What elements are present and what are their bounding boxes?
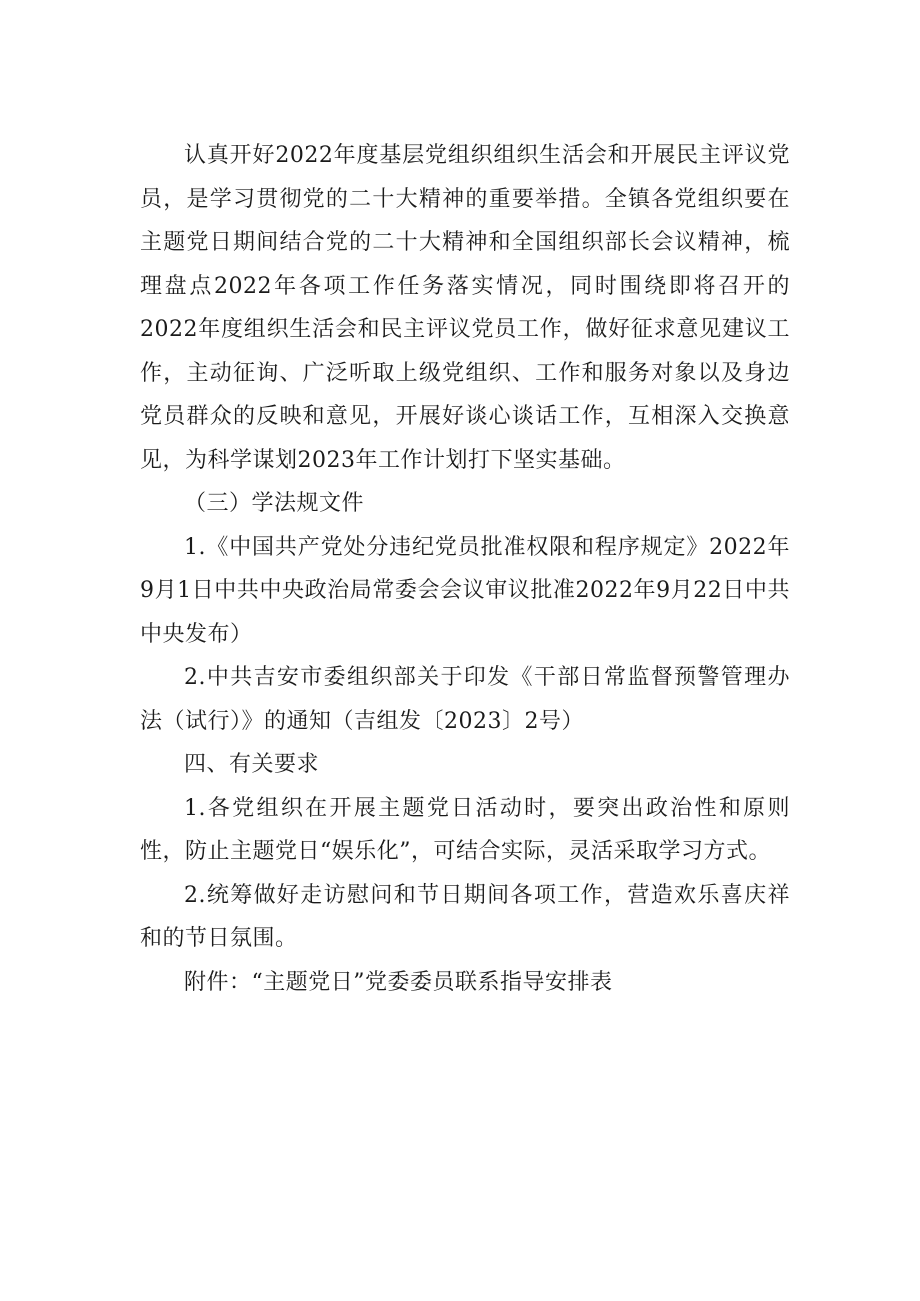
document-body <box>140 134 790 1004</box>
list-item-regulation-1: 1.《中国共产党处分违纪党员批准权限和程序规定》2022年9月1日中共中央政治局常委会会议审议批准2022年9月22日中共中央发布） <box>140 534 790 647</box>
list-item-requirement-1: 1.各党组织在开展主题党日活动时，要突出政治性和原则性，防止主题党日“娱乐化”，可结合实际，灵活采取学习方式。 <box>140 795 790 864</box>
section-heading-study-regulations: （三）学法规文件 <box>184 491 365 516</box>
attachment-line: 附件：“主题党日”党委委员联系指导安排表 <box>184 969 613 995</box>
section-heading-requirements: 四、有关要求 <box>184 752 320 777</box>
paragraph-organization-life-meeting: 认真开好2022年度基层党组织组织生活会和开展民主评议党员，是学习贯彻党的二十大精神的重要举措。全镇各党组织要在主题党日期间结合党的二十大精神和全国组织部长会议精神，梳理盘点2022年各项工作任务落实情况，同时围绕即将召开的2022年度组织生活会和民主评议党员工作，做好征求意见建议工作，主动征询、广泛听取上级党组织、工作和服务对象以及身边党员群众的反映和意见，开展好谈心谈话工作，互相深入交换意见，为科学谋划2023年工作计划打下坚实基础。 <box>140 143 790 473</box>
list-item-regulation-2: 2.中共吉安市委组织部关于印发《干部日常监督预警管理办法（试行）》的通知（吉组发〔2023〕2号） <box>140 665 790 734</box>
list-item-requirement-2: 2.统筹做好走访慰问和节日期间各项工作，营造欢乐喜庆祥和的节日氛围。 <box>140 882 790 951</box>
